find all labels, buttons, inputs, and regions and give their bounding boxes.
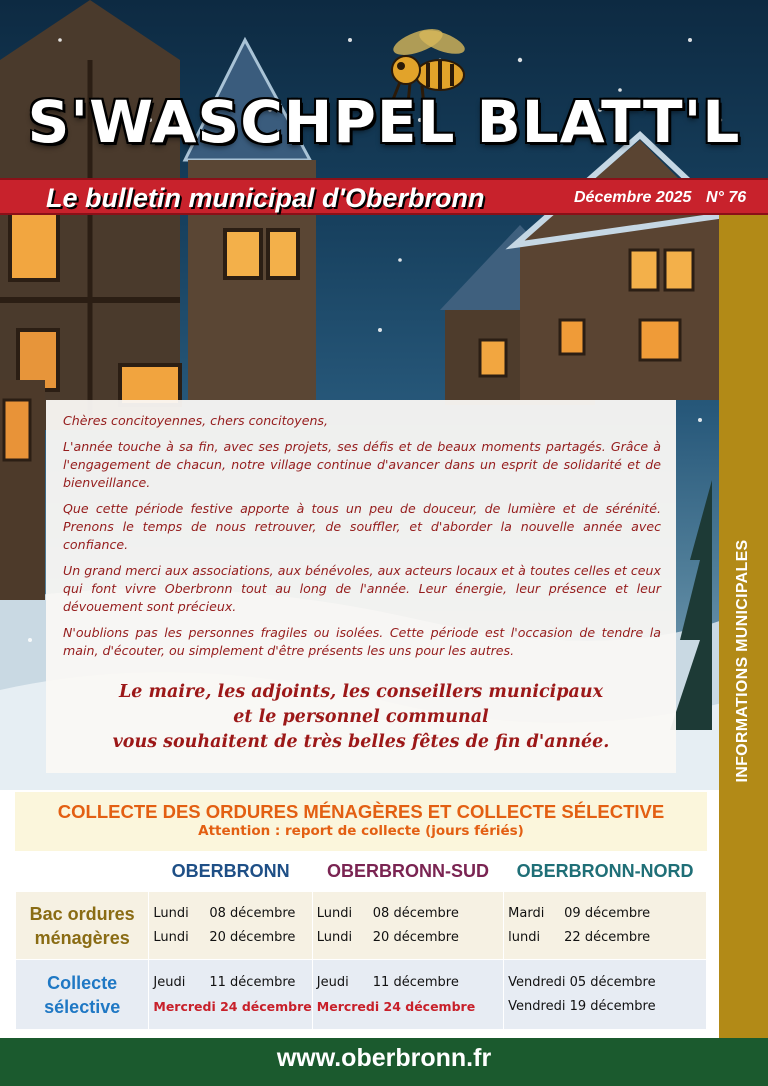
waste-collection-section (15, 792, 707, 1030)
newsletter-title: S'WASCHPEL BLATT'L (27, 88, 741, 156)
collection-subtitle: Attention : report de collecte (jours fériés) (198, 823, 524, 839)
letter-greeting: Chères concitoyennes, chers concitoyens, (63, 413, 328, 428)
masthead (0, 0, 768, 180)
table-cell: Lundi 08 décembre Lundi 20 décembre (312, 892, 503, 960)
table-cell: Mardi 09 décembre lundi 22 décembre (504, 892, 707, 960)
subtitle-ribbon (0, 178, 768, 215)
letter-paragraph: Que cette période festive apporte à tous un peu de douceur, de lumière et de sérénité. Prenons le temps de nous retrouver, de souffler, et d'aborder la nouvelle année avec confiance. (63, 501, 661, 552)
website-link[interactable]: www.oberbronn.fr (276, 1044, 492, 1072)
letter-paragraph: Un grand merci aux associations, aux bénévoles, aux acteurs locaux et à toutes celles et ceux qui font vivre Oberbronn tout au long de l'année. Leur énergie, leur présence et leur dévouement sont précieux. (63, 563, 661, 614)
table-row (16, 960, 707, 1030)
table-header-row (16, 852, 707, 892)
closing-line: et le personnel communal (233, 707, 489, 727)
issue-number: N° 76 (706, 189, 747, 206)
letter-closing (46, 680, 676, 755)
column-header: OBERBRONN-NORD (504, 852, 707, 892)
empty-header-cell (16, 852, 149, 892)
table-row (16, 892, 707, 960)
closing-line: Le maire, les adjoints, les conseillers municipaux (118, 682, 604, 702)
closing-line: vous souhaitent de très belles fêtes de fin d'année. (112, 732, 610, 752)
table-cell: Jeudi 11 décembre Mercredi 24 décembre (149, 960, 312, 1030)
mayor-letter (46, 400, 676, 773)
column-header: OBERBRONN-SUD (312, 852, 503, 892)
letter-paragraph: L'année touche à sa fin, avec ses projets, ses défis et de beaux moments partagés. Grâce à l'engagement de chacun, notre village continue d'avancer dans un esprit de solidarité et de bienveillance. (63, 439, 661, 490)
newsletter-subtitle: Le bulletin municipal d'Oberbronn (46, 183, 485, 213)
column-header: OBERBRONN (149, 852, 312, 892)
footer-bar (0, 1038, 768, 1086)
collection-table (15, 851, 707, 1030)
letter-paragraph: N'oublions pas les personnes fragiles ou isolées. Cette période est l'occasion de tendre la main, d'écouter, ou simplement d'être présents les uns pour les autres. (63, 625, 661, 658)
row-label: Collecte sélective (16, 960, 149, 1030)
table-cell: Vendredi 05 décembre Vendredi 19 décembre (504, 960, 707, 1030)
table-cell: Lundi 08 décembre Lundi 20 décembre (149, 892, 312, 960)
row-label: Bac ordures ménagères (16, 892, 149, 960)
side-band-label: INFORMATIONS MUNICIPALES (734, 539, 751, 783)
table-cell: Jeudi 11 décembre Mercredi 24 décembre (312, 960, 503, 1030)
collection-title: COLLECTE DES ORDURES MÉNAGÈRES ET COLLECTE SÉLECTIVE (57, 801, 665, 822)
issue-date: Décembre 2025 (574, 189, 692, 206)
